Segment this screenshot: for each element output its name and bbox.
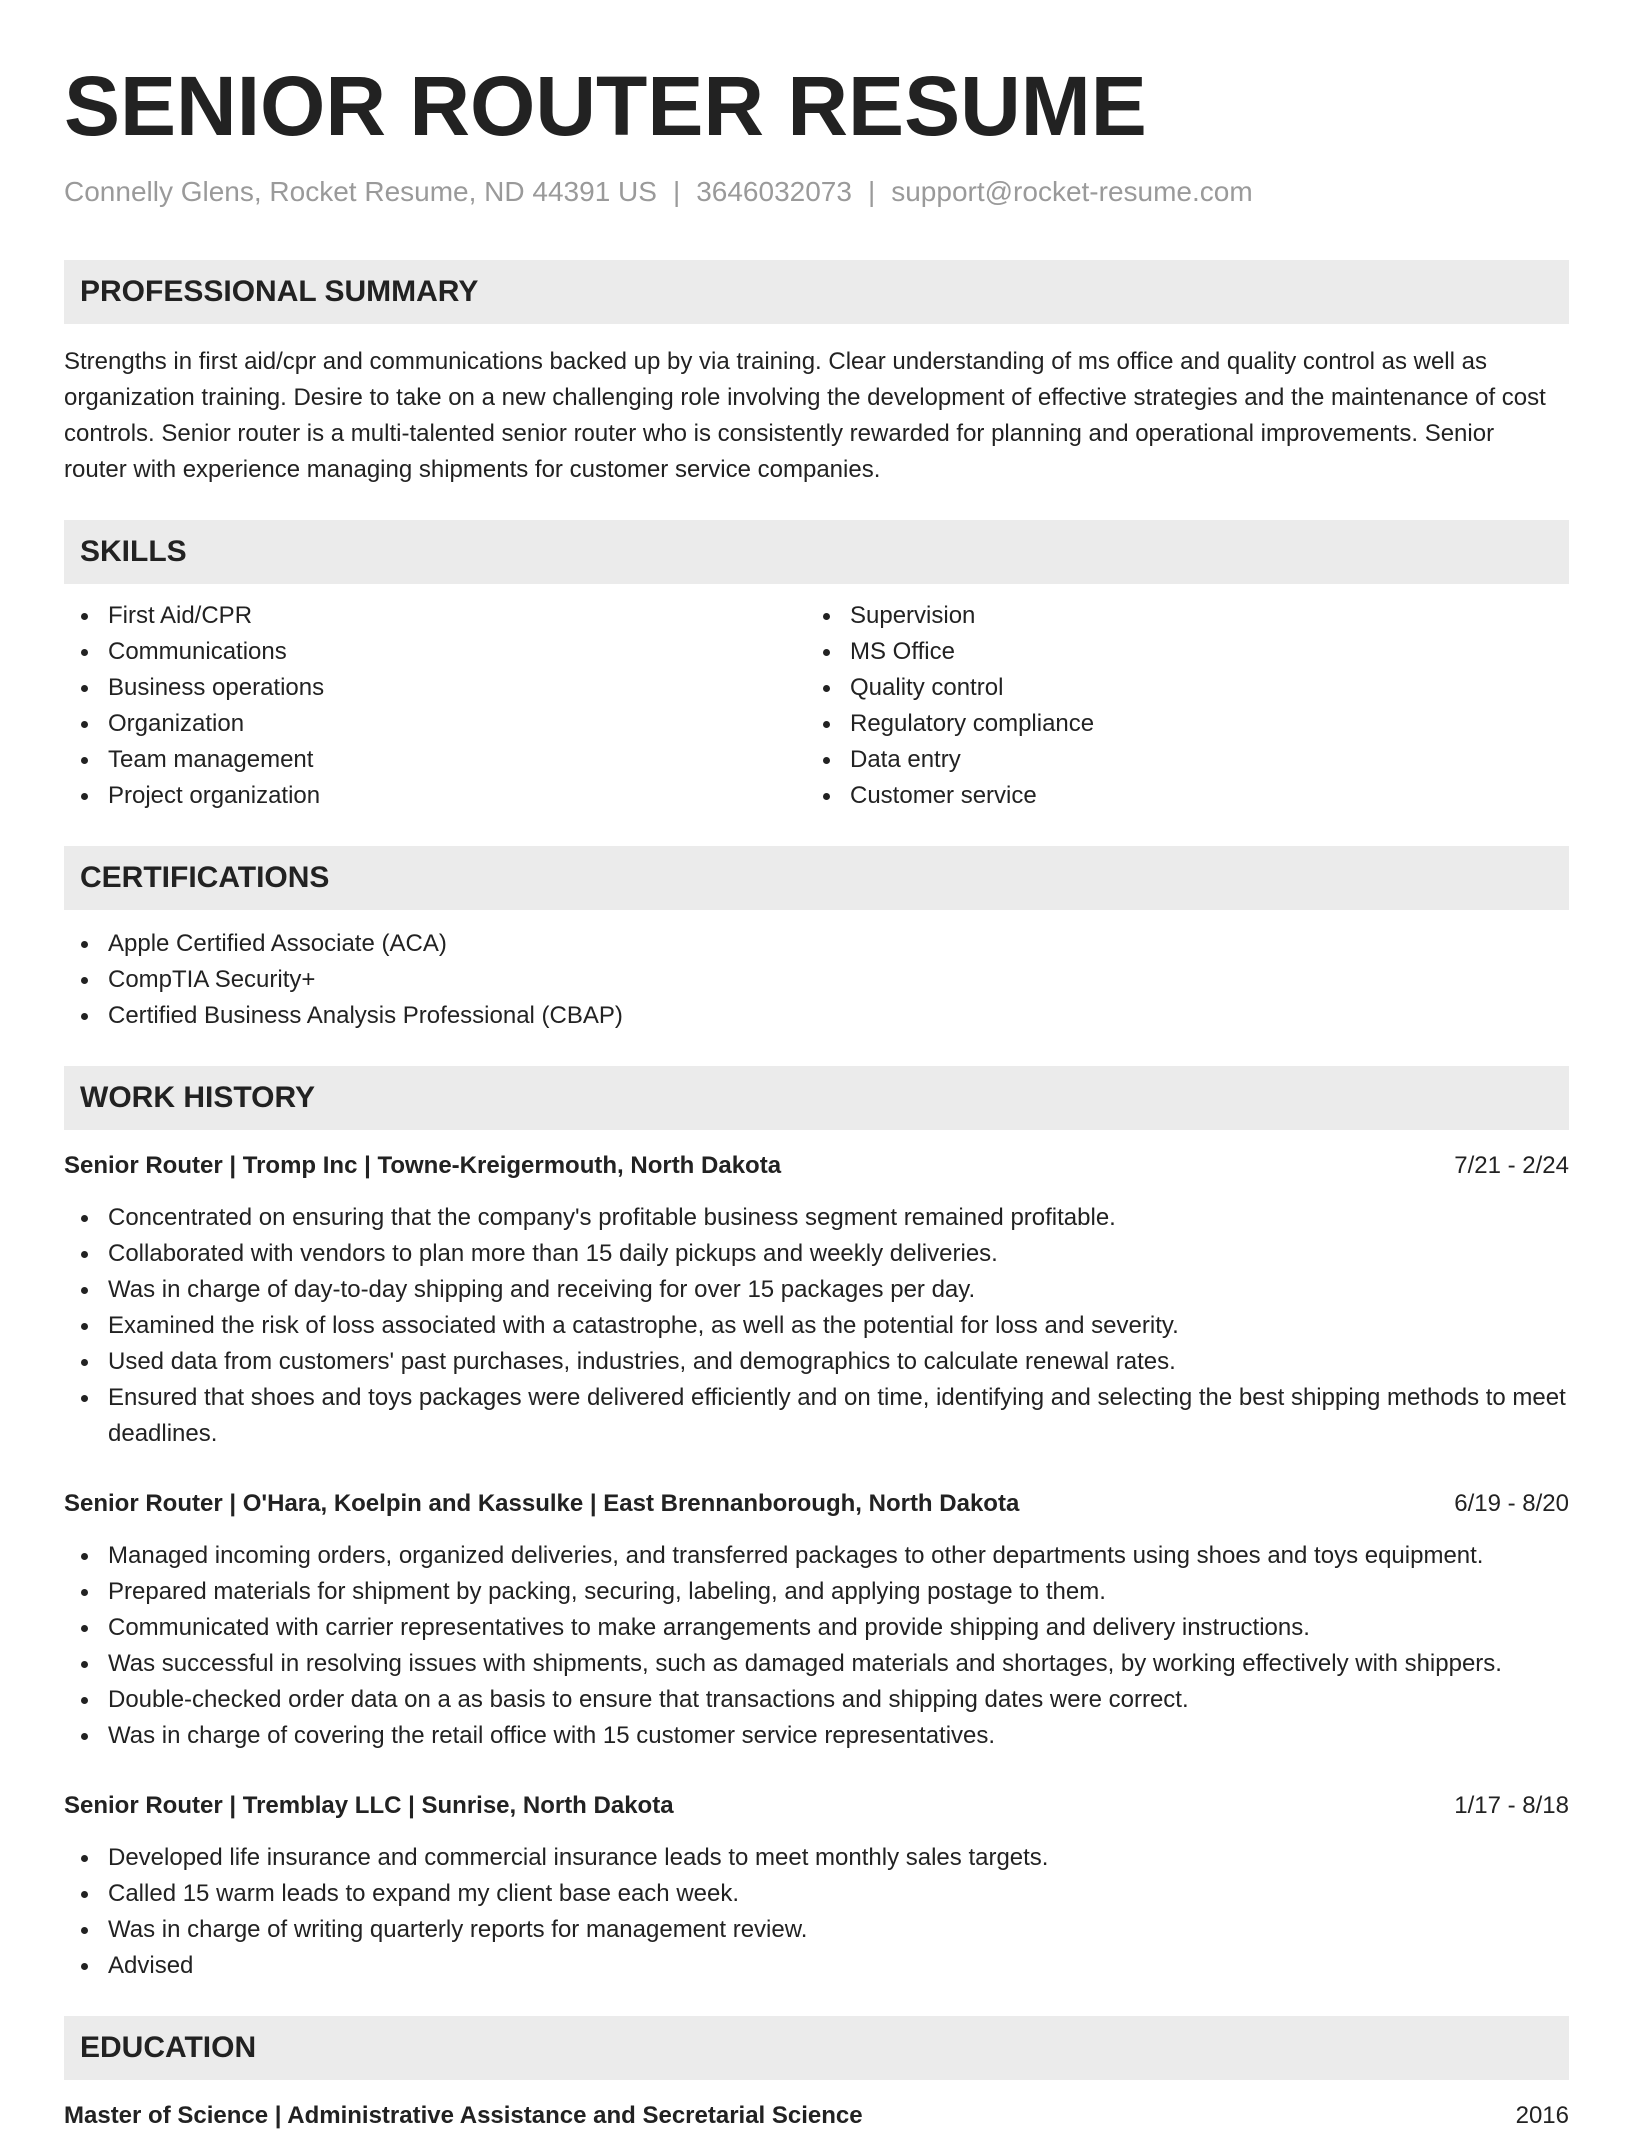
skill-item: MS Office: [806, 634, 1548, 670]
job-entry: [64, 1148, 1569, 1452]
certification-item: CompTIA Security+: [64, 962, 1569, 998]
contact-separator: |: [867, 176, 876, 207]
job-bullet-list: [64, 1200, 1569, 1452]
contact-separator: |: [672, 176, 681, 207]
job-dates: 7/21 - 2/24: [1454, 1152, 1569, 1179]
summary-paragraph: Strengths in first aid/cpr and communications backed up by via training. Clear understanding of ms office and quality control as well as organization training. Desire to take on a new challenging role involving the development of effective strategies and the maintenance of cost controls. Senior router is a multi-talented senior router who is consistently rewarded for planning and operational improvements. Senior router with experience managing shipments for customer service companies.: [64, 348, 1546, 483]
skill-item: Business operations: [64, 670, 806, 706]
job-bullet: Double-checked order data on a as basis to ensure that transactions and shipping dates were correct.: [64, 1682, 1569, 1718]
contact-phone: 3646032073: [696, 176, 852, 207]
job-bullet: Managed incoming orders, organized deliveries, and transferred packages to other departments using shoes and toys equipment.: [64, 1538, 1569, 1574]
certification-item: Apple Certified Associate (ACA): [64, 926, 1569, 962]
skill-item: Supervision: [806, 598, 1548, 634]
education-year: 2016: [1515, 2102, 1569, 2129]
job-bullet: Was in charge of writing quarterly reports for management review.: [64, 1912, 1569, 1948]
job-title: Senior Router | Tremblay LLC | Sunrise, North Dakota: [64, 1792, 674, 1819]
skill-item: Organization: [64, 706, 806, 742]
education-title: Master of Science | Administrative Assistance and Secretarial Science: [64, 2102, 863, 2129]
job-bullet: Was in charge of day-to-day shipping and receiving for over 15 packages per day.: [64, 1272, 1569, 1308]
job-dates: 1/17 - 8/18: [1454, 1792, 1569, 1819]
certifications-list: [64, 926, 1569, 1034]
job-bullet: Ensured that shoes and toys packages were delivered efficiently and on time, identifying and selecting the best shipping methods to meet deadlines.: [64, 1380, 1569, 1452]
job-entry: [64, 1486, 1569, 1754]
skill-item: Data entry: [806, 742, 1548, 778]
job-bullet: Developed life insurance and commercial insurance leads to meet monthly sales targets.: [64, 1840, 1569, 1876]
job-header: [64, 1148, 1569, 1184]
skill-item: Project organization: [64, 778, 806, 814]
skill-item: Communications: [64, 634, 806, 670]
job-bullet: Advised: [64, 1948, 1569, 1984]
skills-list-right: [806, 598, 1548, 814]
contact-address: Connelly Glens, Rocket Resume, ND 44391 US: [64, 176, 657, 207]
job-dates: 6/19 - 8/20: [1454, 1490, 1569, 1517]
job-entry: [64, 1788, 1569, 1984]
certification-item: Certified Business Analysis Professional (CBAP): [64, 998, 1569, 1034]
job-bullet-list: [64, 1840, 1569, 1984]
job-title: Senior Router | Tromp Inc | Towne-Kreigermouth, North Dakota: [64, 1152, 782, 1179]
section-heading-summary: PROFESSIONAL SUMMARY: [64, 260, 1569, 324]
job-bullet: Was successful in resolving issues with shipments, such as damaged materials and shortages, by working effectively with shippers.: [64, 1646, 1569, 1682]
skill-item: Regulatory compliance: [806, 706, 1548, 742]
contact-line: [64, 174, 1569, 210]
skills-grid: [64, 598, 1569, 814]
skill-item: Quality control: [806, 670, 1548, 706]
job-bullet: Collaborated with vendors to plan more than 15 daily pickups and weekly deliveries.: [64, 1236, 1569, 1272]
job-bullet: Concentrated on ensuring that the company's profitable business segment remained profitable.: [64, 1200, 1569, 1236]
job-title: Senior Router | O'Hara, Koelpin and Kassulke | East Brennanborough, North Dakota: [64, 1490, 1020, 1517]
job-header: [64, 1788, 1569, 1824]
section-heading-certifications: CERTIFICATIONS: [64, 846, 1569, 910]
skill-item: First Aid/CPR: [64, 598, 806, 634]
job-bullet: Communicated with carrier representatives to make arrangements and provide shipping and delivery instructions.: [64, 1610, 1569, 1646]
section-heading-skills: SKILLS: [64, 520, 1569, 584]
education-entry: [64, 2098, 1569, 2134]
job-bullet: Prepared materials for shipment by packing, securing, labeling, and applying postage to them.: [64, 1574, 1569, 1610]
skill-item: Team management: [64, 742, 806, 778]
section-heading-education: EDUCATION: [64, 2016, 1569, 2080]
skill-item: Customer service: [806, 778, 1548, 814]
job-bullet-list: [64, 1538, 1569, 1754]
resume-title: SENIOR ROUTER RESUME: [64, 59, 1147, 153]
skills-list-left: [64, 598, 806, 814]
job-header: [64, 1486, 1569, 1522]
job-bullet: Called 15 warm leads to expand my client base each week.: [64, 1876, 1569, 1912]
section-heading-work-history: WORK HISTORY: [64, 1066, 1569, 1130]
contact-email[interactable]: support@rocket-resume.com: [891, 176, 1253, 207]
job-bullet: Was in charge of covering the retail office with 15 customer service representatives.: [64, 1718, 1569, 1754]
job-bullet: Used data from customers' past purchases, industries, and demographics to calculate renewal rates.: [64, 1344, 1569, 1380]
job-bullet: Examined the risk of loss associated with a catastrophe, as well as the potential for loss and severity.: [64, 1308, 1569, 1344]
